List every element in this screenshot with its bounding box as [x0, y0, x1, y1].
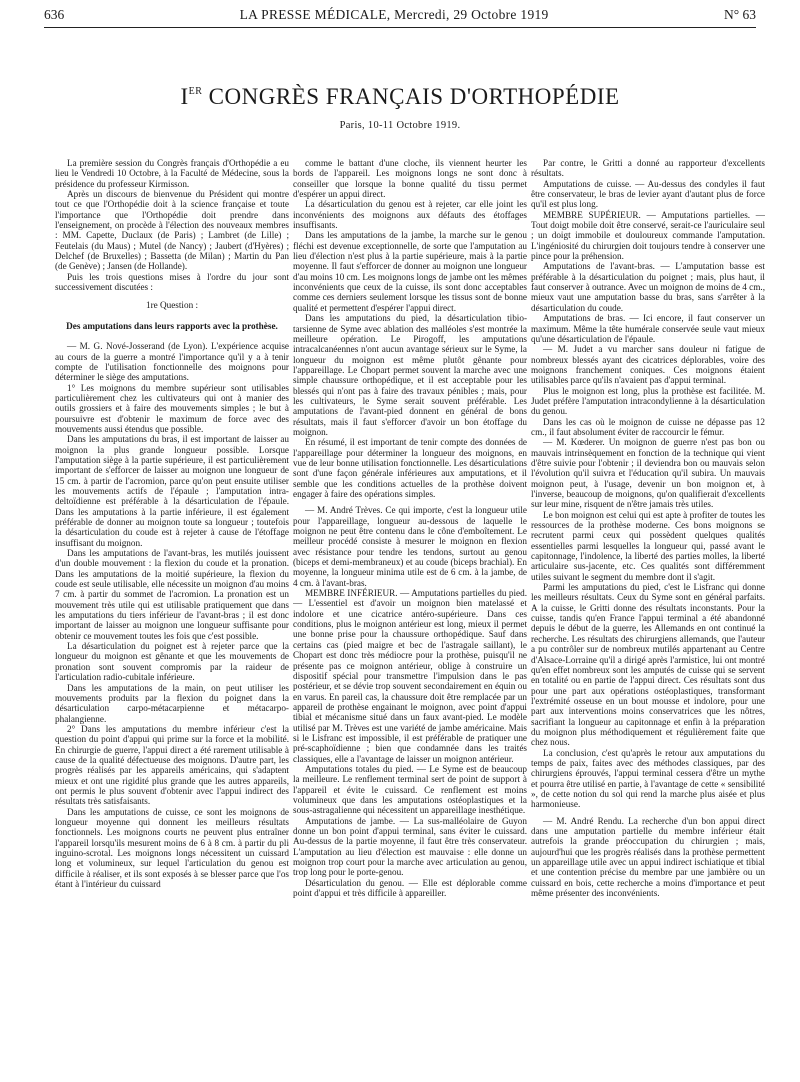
journal-title: LA PRESSE MÉDICALE, Mercredi, 29 Octobre 1919 — [239, 7, 549, 22]
paragraph: La désarticulation du poignet est à rejeter parce que la longueur du moignon est gênante et que les mouvements de pronation sont souvent compromis par la raideur de l'articulation radio-cubitale inférieure. — [55, 641, 289, 683]
paragraph: Dans les amputations de l'avant-bras, les mutilés jouissent d'un double mouvement : la flexion du coude et la pronation. Dans les amputations de la moitié supérieure, la flexion du coude est seule utilisable, elle nécessite un moignon d'au moins 7 cm. à partir du sommet de l'acromion. La pronation est un mouvement très utile qui est utilisable pratiquement que dans les amputations du tiers inférieur de l'avant-bras ; il est donc important de laisser au moignon une longueur suffisante pour obtenir ce mouvement toutes les fois que c'est possible. — [55, 548, 289, 641]
title-superscript: ER — [188, 86, 203, 97]
paragraph: 1° Les moignons du membre supérieur sont utilisables particulièrement chez les cultivateurs qui ont à manier des outils grossiers et à faire des mouvements simples ; le but à poursuivre est d'obtenir le maximum de force avec des mouvements aussi étendus que possible. — [55, 382, 289, 434]
article-subtitle: Paris, 10-11 Octobre 1919. — [339, 120, 461, 131]
paragraph: Amputations de jambe. — La sus-malléolaire de Guyon donne un bon point d'appui terminal, sans éviter le cuissard. Au-dessus de la partie moyenne, il faut être très conservateur. L'amputation au lieu d'élection est mauvaise : elle donne un moignon trop court pour la marche avec articulation au genou, trop long pour le porte-genou. — [293, 815, 527, 878]
paragraph: Désarticulation du genou. — Elle est déplorable comme point d'appui et très difficile à appareiller. — [293, 877, 527, 899]
paragraph: comme le battant d'une cloche, ils viennent heurter les bords de l'appareil. Les moignons longs ne sont donc à conseiller que lorsque la bonne qualité du tissu permet d'espérer un appui direct. — [293, 158, 527, 200]
paragraph: La première session du Congrès français d'Orthopédie a eu lieu le Vendredi 10 Octobre, à la Faculté de Médecine, sous la présidence du professeur Kirmisson. — [55, 158, 289, 189]
paragraph: La désarticulation du genou est à rejeter, car elle joint les inconvénients des moignons aux défauts des étoffages insuffisants. — [293, 199, 527, 231]
paragraph: Puis les trois questions mises à l'ordre du jour sont successivement discutées : — [55, 271, 289, 293]
paragraph: — M. Judet a vu marcher sans douleur ni fatigue de nombreux blessés ayant des cicatrices déplorables, voire des moignons franchement coniques. Ces moignons étaient utilisables parce qu'ils n'avaient pas d'appui terminal. — [531, 344, 765, 386]
text-column-1 — [55, 158, 289, 1073]
header-rule — [44, 27, 756, 28]
paragraph: MEMBRE SUPÉRIEUR. — Amputations partielles. — Tout doigt mobile doit être conservé, serait-ce l'auriculaire seul ; un doigt immobile et douloureux commande l'amputation. L'ingéniosité du chirurgien doit toujours tendre à conserver une pince pour la préhension. — [531, 209, 765, 262]
paragraph: — M. André Trèves. Ce qui importe, c'est la longueur utile pour l'appareillage, longueur au-dessous de laquelle le moignon ne peut être contenu dans le cône d'emboîtement. Le meilleur procédé consiste à mesurer le moignon en flexion avec résistance pour tendre les tendons, surtout au genou (biceps et demi-membraneux) et au coude (biceps brachial). En moyenne, la longueur minima utile est de 6 cm. à la jambe, de 4 cm. à l'avant-bras. — [293, 505, 527, 588]
paragraph: — M. André Rendu. La recherche d'un bon appui direct dans une amputation partielle du membre inférieur était autrefois la grande préoccupation du chirurgien ; mais, aujourd'hui que les progrès réalisés dans la prothèse permettent un appareillage utile avec un appui indirect ischiatique et tibial et une contention précise du membre par une jambière ou un cuissard en bois, cette recherche a moins d'importance et peut même présenter des inconvénients. — [531, 815, 765, 899]
paragraph: Amputations de cuisse. — Au-dessus des condyles il faut être conservateur, le bras de levier ayant d'autant plus de force qu'il est plus long. — [531, 178, 765, 210]
title-prefix: I — [180, 84, 189, 109]
paragraph: Amputations de bras. — Ici encore, il faut conserver un maximum. Même la tête humérale conservée seule vaut mieux qu'une désarticulation de l'épaule. — [531, 313, 765, 344]
paragraph: Le bon moignon est celui qui est apte à profiter de toutes les ressources de la prothèse moderne. Ces bons moignons se recrutent parmi ceux qui possèdent quelques qualités essentielles parmi lesquelles la longueur qui, passé avant le capitonnage, l'indolence, la liberté des parties molles, la liberté articulaire sus-jacente, etc. Ces qualités sont différemment utiles suivant le segment du membre dont il s'agit. — [531, 509, 765, 582]
paragraph: En résumé, il est important de tenir compte des données de l'appareillage pour déterminer la longueur des moignons, en vue de leur bonne utilisation fonctionnelle. Les désarticulations sont d'une façon générale inférieures aux amputations, et il semble que les conditions actuelles de la prothèse doivent engager à faire des opérations simples. — [293, 437, 527, 499]
paragraph: Après un discours de bienvenue du Président qui montre tout ce que l'Orthopédie doit à la science française et toute l'importance que l'Orthopédie doit prendre dans l'enseignement, on procède à l'élection des nouveaux membres : MM. Capette, Duclaux (de Paris) ; Lambret (de Lille) ; Feutelais (du Maus) ; Mutel (de Nancy) ; Jaubert (d'Hyères) ; Delchef (de Bruxelles) ; Bassetta (de Milan) ; Martin du Pan (de Genève) ; Jansen (de Hollande). — [55, 189, 289, 272]
paragraph: La conclusion, c'est qu'après le retour aux amputations du temps de paix, faites avec des méthodes classiques, par des chirurgiens éprouvés, l'appui terminal cessera d'être un mythe et pourra être utilisé en partie, à l'avantage de cette « sensibilité », de cette notion du sol qui rend la marche plus aisée et plus harmonieuse. — [531, 747, 765, 810]
section-heading: Des amputations dans leurs rapports avec la prothèse. — [66, 320, 278, 331]
text-column-2 — [293, 158, 527, 1073]
paragraph: Dans les amputations du pied, la désarticulation tibio-tarsienne de Syme avec ablation des malléoles s'est montrée la meilleure opération. Le Pirogoff, les amputations intracalcanéennes n'ont aucun avantage sérieux sur le Syme, la longueur du moignon est même plutôt gênante pour l'appareillage. Le Chopart permet souvent la marche avec une simple chaussure orthopédique, et il est acceptable pour les blessés qui n'ont pas à faire des travaux pénibles ; mais, pour les cultivateurs, le Syme serait souvent préférable. Les amputations de l'avant-pied donnent en général de bons résultats, mais il faut s'efforcer d'avoir un bon étoffage du moignon. — [293, 313, 527, 437]
paragraph: Amputations de l'avant-bras. — L'amputation basse est préférable à la désarticulation du poignet ; mais, plus haut, il faut conserver à outrance. Avec un moignon de moins de 4 cm., mieux vaut une amputation basse du bras, sans s'arrêter à la désarticulation du coude. — [531, 261, 765, 313]
paragraph: Dans les cas où le moignon de cuisse ne dépasse pas 12 cm., il faut absolument éviter de raccourcir le fémur. — [531, 416, 765, 437]
paragraph: Dans les amputations de la jambe, la marche sur le genou fléchi est devenue exceptionnelle, de sorte que l'amputation au lieu d'élection n'est plus à la partie supérieure, mais à la partie moyenne. Il faut s'efforcer de donner au moignon une longueur d'au moins 10 cm. Les moignons longs de jambe ont les mêmes inconvénients que ceux de la cuisse, ils sont donc acceptables comme ces derniers seulement lorsque les tissus sont de bonne qualité et permettent d'espérer l'appui direct. — [293, 230, 527, 313]
paragraph: 2° Dans les amputations du membre inférieur c'est la question du point d'appui qui prime sur la force et la mobilité. En chirurgie de guerre, l'appui direct a été rarement utilisable à cause de la qualité défectueuse des moignons. D'autre part, les progrès réalisés par les appareils américains, qui s'adaptent mieux et ont une rigidité plus grande que les autres appareils, ont permis le plus souvent d'obtenir avec l'appui indirect des résultats très satisfaisants. — [55, 723, 289, 807]
paragraph: Dans les amputations de cuisse, ce sont les moignons de longueur moyenne qui donnent les meilleurs résultats fonctionnels. Les moignons courts ne peuvent plus entraîner l'appareil lorsqu'ils mesurent moins de 6 à 8 cm. à partir du pli inguino-scrotal. Les moignons longs nécessitent un cuissard long et volumineux, sur lequel l'articulation du genou est difficile à réaliser, et ils sont exposés à se blesser parce que l'os étant à l'intérieur du cuissard — [55, 806, 289, 890]
question-label: 1re Question : — [145, 300, 199, 311]
paragraph: Plus le moignon est long, plus la prothèse est facilitée. M. Judet préfère l'amputation intracondylienne à la désarticulation du genou. — [531, 385, 765, 417]
text-column-3 — [531, 158, 765, 1073]
paragraph: MEMBRE INFÉRIEUR. — Amputations partielles du pied. — L'essentiel est d'avoir un moignon bien matelassé et indolore et une cicatrice antéro-supérieure. Dans ces conditions, plus le moignon antérieur est long, mieux il permet une bonne prise pour la chaussure orthopédique. Sauf dans certains cas (pied maigre et bec de l'astragale saillant), le Chopart est donc très médiocre pour la prothèse, puisqu'il ne présente pas ce moignon antérieur, oblige à construire un dispositif spécial pour transmettre l'impulsion dans le pas postérieur, et se dévie trop souvent secondairement en équin ou en varus. En pareil cas, la chaussure doit être remplacée par un appareil de prothèse engainant le moignon, avec point d'appui tibial et mécanisme situé dans un faux avant-pied. Le modèle utilisé par M. Trèves est une variété de jambe américaine. Mais si le Lisfranc est impossible, il est préférable de pratiquer une pré-scaphoïdienne ; bien que condamnée dans les traités classiques, elle a l'avantage de laisser un moignon antérieur. — [293, 588, 527, 764]
article-title — [0, 84, 800, 110]
running-header — [44, 4, 756, 26]
issue-number: N° 63 — [723, 7, 756, 22]
title-main: CONGRÈS FRANÇAIS D'ORTHOPÉDIE — [202, 84, 620, 109]
paragraph: Par contre, le Gritti a donné au rapporteur d'excellents résultats. — [531, 158, 765, 179]
paragraph: Parmi les amputations du pied, c'est le Lisfranc qui donne les meilleurs résultats. Ceux du Syme sont en général parfaits. A la cuisse, le Gritti donne des résultats inconstants. Pour la cuisse, tandis qu'en France l'appui terminal a été abandonné depuis le début de la guerre, les Allemands en ont continué la recherche. Les résultats des chirurgiens allemands, que l'auteur a pu contrôler sur de nombreux mutilés appartenant au Centre d'Alsace-Lorraine qu'il a dirigé après l'armistice, lui ont montré qu'en effet nombreux sont les amputés de cuisse qui se servent en totalité ou en partie de l'appui direct. Ces résultats sont dus pour une part aux opérations ostéoplastiques, transformant l'extrémité osseuse en un bout mousse et indolore, pour une part aux interventions moins conservatrices que les nôtres, sacrifiant la longueur au capitonnage et enfin à la préparation du moignon plus méthodiquement et régulièrement faite que chez nous. — [531, 582, 765, 748]
paragraph: — M. Kœderer. Un moignon de guerre n'est pas bon ou mauvais intrinsèquement en fonction de la technique qui vient d'être suivie pour l'obtenir ; il deviendra bon ou mauvais selon l'évolution qu'il suivra et l'éducation qu'il subira. Un mauvais moignon peut, à l'usage, devenir un bon moignon et, à l'inverse, beaucoup de moignons, qu'on qualifierait d'excellents sur leur mine, risquent de n'être jamais très utiles. — [531, 437, 765, 510]
paragraph: Dans les amputations de la main, on peut utiliser les mouvements produits par la flexion du poignet dans la désarticulation carpo-métacarpienne et métacarpo-phalangienne. — [55, 682, 289, 724]
paragraph: Dans les amputations du bras, il est important de laisser au moignon la plus grande longueur possible. Lorsque l'amputation siège à la partie supérieure, il est particulièrement important de s'efforcer de laisser au moignon une longueur de 15 cm. à partir de l'acromion, parce qu'on peut ensuite utiliser les mouvements actifs de l'épaule ; l'amputation intra-deltoïdienne est préférable à la désarticulation de l'épaule. Dans les amputations à la partie inférieure, il est également préférable de donner au moignon toute sa longueur ; toutefois la désarticulation du coude est à rejeter à cause de l'étoffage insuffisant du moignon. — [55, 434, 289, 548]
paragraph: — M. G. Nové-Josserand (de Lyon). L'expérience acquise au cours de la guerre a montré l'importance qu'il y a à tenir compte de l'utilisation fonctionnelle des moignons pour déterminer le siège des amputations. — [55, 341, 289, 383]
page-number: 636 — [44, 7, 65, 22]
paragraph: Amputations totales du pied. — Le Syme est de beaucoup la meilleure. Le renflement terminal sert de point de support à l'appareil et évite le cuissard. Ce renflement est moins volumineux que dans les amputations ostéoplastiques et la sous-astragalienne qui nécessitent un appareillage inesthétique. — [293, 763, 527, 816]
